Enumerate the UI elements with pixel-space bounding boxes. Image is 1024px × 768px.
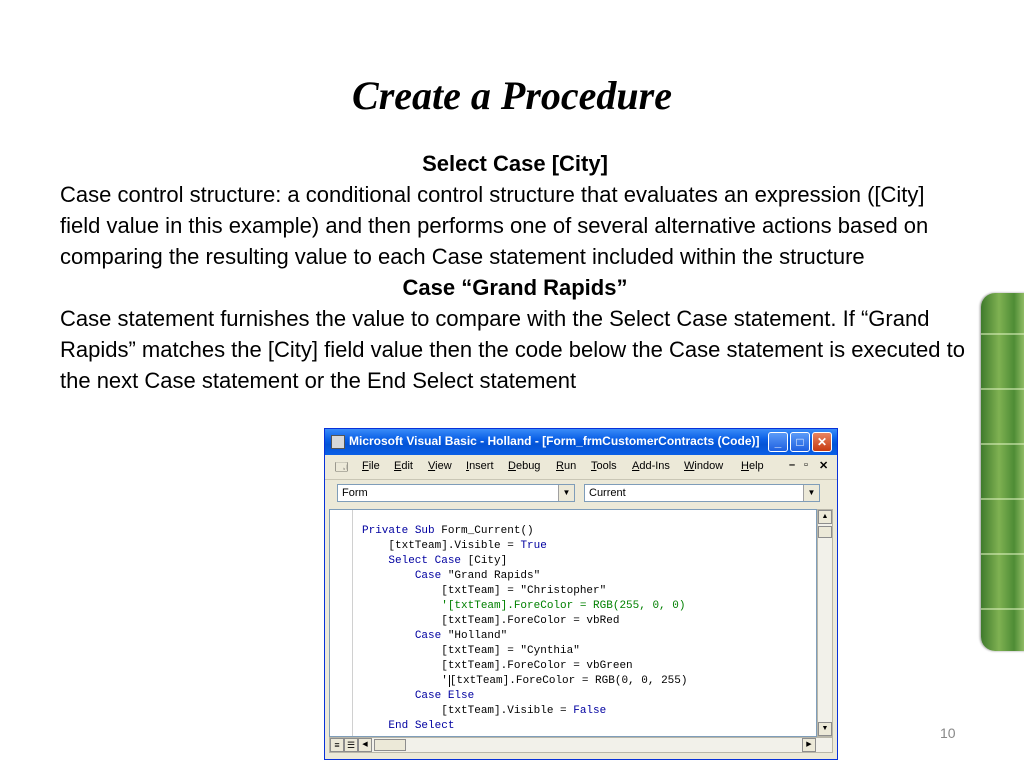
child-close-icon[interactable]: ✕	[819, 460, 829, 472]
dropdown-arrow-icon[interactable]: ▼	[558, 485, 574, 501]
horizontal-scrollbar[interactable]	[329, 737, 833, 753]
page-number: 10	[940, 725, 956, 741]
heading-select-case: Select Case [City]	[422, 151, 608, 176]
slide-title: Create a Procedure	[352, 73, 672, 118]
menu-edit[interactable]: Edit	[394, 460, 413, 472]
procedure-view-icon[interactable]: ≡	[330, 738, 344, 752]
menu-add-ins[interactable]: Add-Ins	[632, 460, 670, 472]
vb-window-title: Microsoft Visual Basic - Holland - [Form_frmCustomerContracts (Code)]	[349, 434, 760, 448]
menu-tools[interactable]: Tools	[591, 460, 617, 472]
menu-insert[interactable]: Insert	[466, 460, 494, 472]
scroll-up-icon[interactable]: ▲	[818, 510, 832, 524]
code-line: Case "Holland"	[414, 630, 508, 642]
combo-row	[325, 480, 837, 506]
close-button[interactable]: ✕	[812, 432, 832, 452]
decorative-leaf-image	[981, 293, 1024, 651]
vb-app-icon	[331, 435, 345, 449]
full-module-view-icon[interactable]: ☰	[344, 738, 358, 752]
paragraph-case-control: Case control structure: a conditional control structure that evaluates an expression ([City] field value in this example) and then performs one of several alternative actions based on comparing the resulting value to each Case statement included within the structure	[60, 182, 929, 269]
procedure-combo[interactable]	[584, 484, 820, 502]
code-line: Private Sub Form_Current()	[362, 525, 534, 537]
paragraph-case-statement: Case statement furnishes the value to compare with the Select Case statement. If “Grand Rapids” matches the [City] field value then the code below the Case statement is executed to the next Case statement or the End Select statement	[60, 306, 965, 393]
horizontal-scroll-thumb[interactable]	[374, 739, 406, 751]
code-line: [txtTeam].Visible = False	[362, 705, 607, 717]
code-line: Select Case [City]	[388, 555, 508, 567]
code-line: Case "Grand Rapids"	[414, 570, 541, 582]
menu-help[interactable]: Help	[741, 460, 764, 472]
code-line: [txtTeam] = "Christopher"	[362, 585, 607, 597]
slide-body	[60, 148, 970, 396]
code-line: '[txtTeam].ForeColor = RGB(255, 0, 0)	[441, 600, 686, 612]
vb-title-bar[interactable]	[325, 429, 837, 455]
menu-file[interactable]: File	[362, 460, 380, 472]
menu-window[interactable]: Window	[684, 460, 724, 472]
scroll-thumb[interactable]	[818, 526, 832, 538]
code-line: [txtTeam].ForeColor = vbGreen	[362, 660, 633, 672]
menu-run[interactable]: Run	[556, 460, 577, 472]
child-minimize-icon[interactable]: –	[789, 459, 796, 471]
object-combo[interactable]	[337, 484, 575, 502]
menu-debug[interactable]: Debug	[508, 460, 541, 472]
object-combo-value: Form	[342, 487, 368, 499]
code-editor[interactable]	[329, 509, 817, 737]
child-restore-icon[interactable]: ▫	[804, 459, 808, 471]
minimize-button[interactable]: _	[768, 432, 788, 452]
scroll-down-icon[interactable]: ▼	[818, 722, 832, 736]
dropdown-arrow-icon[interactable]: ▼	[803, 485, 819, 501]
code-line: [txtTeam] = "Cynthia"	[362, 645, 580, 657]
maximize-button[interactable]: □	[790, 432, 810, 452]
scroll-left-icon[interactable]: ◀	[358, 738, 372, 752]
menu-view[interactable]: View	[428, 460, 452, 472]
scroll-right-icon[interactable]: ▶	[802, 738, 816, 752]
vertical-scrollbar[interactable]	[817, 509, 833, 737]
code-line: Case Else	[414, 690, 475, 702]
menu-bar	[325, 455, 837, 480]
heading-case-grand-rapids: Case “Grand Rapids”	[402, 275, 628, 300]
vb-editor-window	[324, 428, 838, 760]
code-margin	[330, 510, 353, 736]
code-window-icon[interactable]: 🗔	[335, 460, 349, 474]
procedure-combo-value: Current	[589, 487, 626, 499]
code-line: [txtTeam].Visible = True	[362, 540, 547, 552]
code-lines	[362, 524, 687, 734]
code-line: ' [txtTeam].ForeColor = RGB(0, 0, 255)	[362, 675, 688, 687]
code-line: [txtTeam].ForeColor = vbRed	[362, 615, 620, 627]
code-line: End Select	[388, 720, 455, 732]
